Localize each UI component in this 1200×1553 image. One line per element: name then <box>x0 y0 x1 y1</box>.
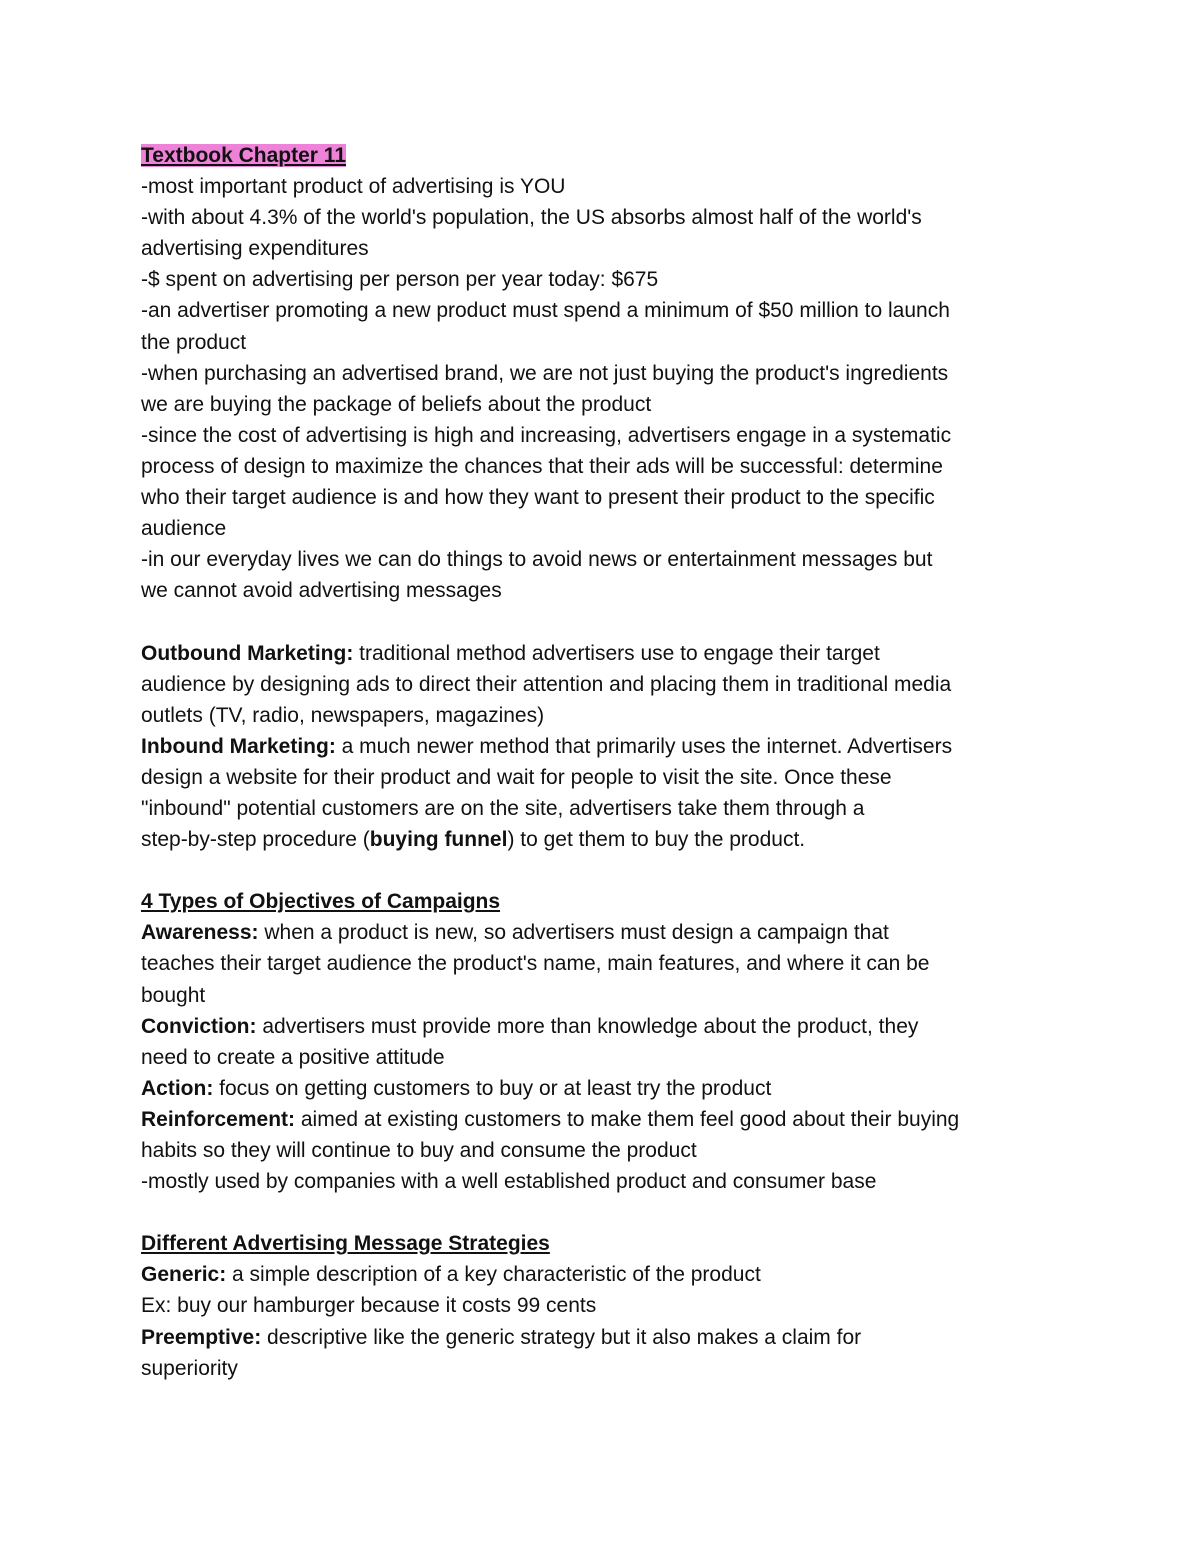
buying-funnel-term: buying funnel <box>369 828 508 852</box>
inbound-marketing-line: design a website for their product and wait for people to visit the site. Once these <box>141 765 892 789</box>
chapter-title-line <box>141 140 1081 171</box>
preemptive-line: superiority <box>141 1356 238 1380</box>
action-line <box>141 1073 1081 1104</box>
reinforcement-line: habits so they will continue to buy and consume the product <box>141 1139 697 1162</box>
intro-line: -with about 4.3% of the world's population, the US absorbs almost half of the world's <box>141 206 922 230</box>
objectives-heading-line <box>141 886 1081 917</box>
strategies-heading: Different Advertising Message Strategies <box>141 1232 550 1256</box>
awareness-line <box>141 917 1081 948</box>
conviction-line <box>141 1011 1081 1042</box>
outbound-marketing-text: traditional method advertisers use to engage their target <box>353 641 880 665</box>
intro-line: the product <box>141 330 247 354</box>
intro-line: who their target audience is and how they want to present their product to the specific <box>141 486 935 510</box>
awareness-term: Awareness: <box>141 921 259 945</box>
reinforcement-line: -mostly used by companies with a well established product and consumer base <box>141 1170 877 1194</box>
intro-line: -most important product of advertising is YOU <box>141 175 566 199</box>
inbound-marketing-text: ) to get them to buy the product. <box>507 828 806 852</box>
intro-line: -since the cost of advertising is high and increasing, advertisers engage in a systematic <box>141 423 952 447</box>
inbound-marketing-line: "inbound" potential customers are on the site, advertisers take them through a <box>141 796 865 820</box>
chapter-title: Textbook Chapter 11 <box>141 144 346 167</box>
generic-line <box>141 1259 1081 1290</box>
inbound-marketing-line <box>141 731 1081 762</box>
conviction-text: advertisers must provide more than knowledge about the product, they <box>256 1014 919 1038</box>
intro-line: -in our everyday lives we can do things to avoid news or entertainment messages but <box>141 548 933 572</box>
blank-line <box>141 606 1081 637</box>
outbound-marketing-line: audience by designing ads to direct their attention and placing them in traditional media <box>141 672 952 696</box>
preemptive-line <box>141 1322 1081 1353</box>
inbound-marketing-text: a much newer method that primarily uses the internet. Advertisers <box>335 734 953 758</box>
intro-line: -when purchasing an advertised brand, we are not just buying the product's ingredients <box>141 361 949 385</box>
action-term: Action: <box>141 1076 214 1100</box>
outbound-marketing-line <box>141 638 1081 669</box>
conviction-term: Conviction: <box>141 1014 257 1038</box>
action-text: focus on getting customers to buy or at least try the product <box>213 1076 772 1100</box>
blank-line <box>141 855 1081 886</box>
inbound-marketing-text: step-by-step procedure ( <box>141 828 370 852</box>
intro-line: audience <box>141 517 227 541</box>
preemptive-text: descriptive like the generic strategy but it also makes a claim for <box>261 1325 862 1349</box>
generic-text: a simple description of a key characteristic of the product <box>226 1263 761 1287</box>
conviction-line: need to create a positive attitude <box>141 1045 445 1069</box>
generic-term: Generic: <box>141 1263 227 1287</box>
inbound-marketing-term: Inbound Marketing: <box>141 734 336 758</box>
document-page <box>141 140 1081 1384</box>
blank-line <box>141 1197 1081 1228</box>
awareness-line: teaches their target audience the product's name, main features, and where it can be <box>141 952 930 976</box>
inbound-marketing-line <box>141 824 1081 855</box>
generic-example: Ex: buy our hamburger because it costs 99 cents <box>141 1294 597 1318</box>
reinforcement-line <box>141 1104 1081 1135</box>
strategies-heading-line <box>141 1228 1081 1259</box>
preemptive-term: Preemptive: <box>141 1325 262 1349</box>
outbound-marketing-term: Outbound Marketing: <box>141 641 354 665</box>
intro-line: advertising expenditures <box>141 237 369 261</box>
objectives-heading: 4 Types of Objectives of Campaigns <box>141 890 501 914</box>
awareness-text: when a product is new, so advertisers must design a campaign that <box>258 921 889 945</box>
intro-line: process of design to maximize the chances that their ads will be successful: determine <box>141 454 943 478</box>
intro-line: -$ spent on advertising per person per year today: $675 <box>141 268 659 292</box>
intro-line: we cannot avoid advertising messages <box>141 579 502 603</box>
reinforcement-text: aimed at existing customers to make them feel good about their buying <box>295 1107 960 1131</box>
intro-line: -an advertiser promoting a new product must spend a minimum of $50 million to launch <box>141 299 950 323</box>
outbound-marketing-line: outlets (TV, radio, newspapers, magazines) <box>141 703 545 727</box>
intro-line: we are buying the package of beliefs about the product <box>141 392 652 416</box>
reinforcement-term: Reinforcement: <box>141 1107 296 1131</box>
awareness-line: bought <box>141 983 206 1007</box>
